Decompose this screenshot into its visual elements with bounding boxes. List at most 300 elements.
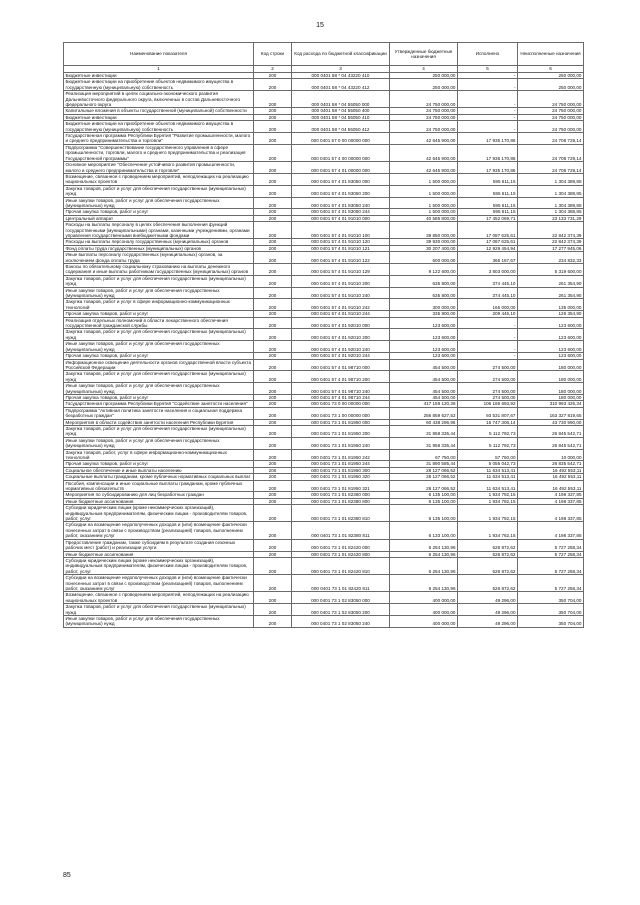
row-done: - xyxy=(458,341,518,353)
table-row xyxy=(64,185,584,197)
row-done: 93 531 807,67 xyxy=(458,407,518,419)
row-code: 200 xyxy=(254,91,292,108)
row-done: - xyxy=(458,73,518,79)
row-done: 3 803 000,00 xyxy=(458,264,518,276)
row-name: Бюджетные инвестиции xyxy=(64,114,254,120)
col-index: 4 xyxy=(390,66,458,73)
row-rest: 180 000,00 xyxy=(518,383,584,395)
row-done: 11 634 513,41 xyxy=(458,467,518,473)
table-row xyxy=(64,79,584,91)
row-done: 17 935 170,86 xyxy=(458,133,518,145)
row-done: 595 611,15 xyxy=(458,185,518,197)
row-rest: 250 000,00 xyxy=(518,73,584,79)
row-name: Закупка товаров, работ и услуг для обеспечения государственных (муниципальных) нужд xyxy=(64,604,254,616)
table-row xyxy=(64,492,584,498)
row-plan: 30 207 400,00 xyxy=(390,245,458,251)
row-name: Социальные выплаты гражданам, кроме публичных нормативных социальных выплат xyxy=(64,474,254,480)
row-code: 200 xyxy=(254,341,292,353)
row-plan: 6 254 130,96 xyxy=(390,557,458,574)
row-done: - xyxy=(458,91,518,108)
row-done: - xyxy=(458,121,518,133)
row-name: Закупка товаров, работ и услуг для обеспечения государственных (муниципальных) нужд xyxy=(64,185,254,197)
row-kbk: 000 0401 57 4 01 91010 122 xyxy=(292,252,390,264)
row-done: 165 000,00 xyxy=(458,299,518,311)
row-rest: 5 727 258,34 xyxy=(518,551,584,557)
row-kbk: 000 0401 73 1 00 00000 000 xyxy=(292,407,390,419)
row-name: Мероприятия в области содействия занятости населения Республики Бурятия xyxy=(64,419,254,425)
row-rest: 1 304 388,85 xyxy=(518,185,584,197)
row-rest: 123 600,00 xyxy=(518,329,584,341)
row-rest: 123 600,00 xyxy=(518,317,584,329)
table-row xyxy=(64,383,584,395)
row-name: Иные закупки товаров, работ и услуг для обеспечения государственных (муниципальных) нужд xyxy=(64,287,254,299)
header-rest: Неисполненные назначения xyxy=(518,43,584,66)
row-name: Иные бюджетные ассигнования xyxy=(64,498,254,504)
col-index: 2 xyxy=(254,66,292,73)
row-kbk: 000 0401 57 4 01 91010 244 xyxy=(292,311,390,317)
row-kbk: 000 0401 57 4 01 00000 000 xyxy=(292,162,390,174)
row-rest: 1 304 388,85 xyxy=(518,197,584,209)
row-plan: 1 500 000,00 xyxy=(390,185,458,197)
row-code: 200 xyxy=(254,311,292,317)
row-plan: 6 135 100,00 xyxy=(390,498,458,504)
row-rest: 26 845 542,71 xyxy=(518,437,584,449)
row-code: 200 xyxy=(254,498,292,504)
row-code: 200 xyxy=(254,394,292,400)
row-name: Центральный аппарат xyxy=(64,215,254,221)
table-row xyxy=(64,222,584,239)
row-plan: 600 000,00 xyxy=(390,252,458,264)
header-plan: Утвержденные бюджетные назначения xyxy=(390,43,458,66)
header-done: Исполнено xyxy=(458,43,518,66)
table-row xyxy=(64,197,584,209)
row-plan: 123 600,00 xyxy=(390,353,458,359)
row-done: - xyxy=(458,108,518,114)
row-done: 1 934 792,15 xyxy=(458,498,518,504)
row-rest: 123 600,00 xyxy=(518,341,584,353)
row-code: 200 xyxy=(254,425,292,437)
row-rest: 24 750 000,00 xyxy=(518,108,584,114)
row-done: 1 934 792,15 xyxy=(458,492,518,498)
table-row xyxy=(64,592,584,604)
row-rest: 24 750 000,00 xyxy=(518,114,584,120)
table-row xyxy=(64,539,584,551)
table-row xyxy=(64,449,584,461)
row-plan: 39 930 000,00 xyxy=(390,239,458,245)
row-rest: 310 993 426,34 xyxy=(518,401,584,407)
row-code: 200 xyxy=(254,245,292,251)
row-kbk: 000 0401 73 1 01 82380 800 xyxy=(292,498,390,504)
row-kbk: 000 0401 57 4 01 91010 240 xyxy=(292,287,390,299)
row-name: Подпрограмма "Активная политика занятости населения и социальная поддержка безработных граждан" xyxy=(64,407,254,419)
table-row xyxy=(64,121,584,133)
table-row xyxy=(64,604,584,616)
row-done: 12 929 454,94 xyxy=(458,245,518,251)
row-plan: 9 122 600,00 xyxy=(390,264,458,276)
row-kbk: 000 0401 57 4 01 92010 240 xyxy=(292,341,390,353)
row-name: Субсидии юридическим лицам (кроме некоммерческих организаций), индивидуальным предпринимателям, физическим лицам - производителям товаров, работ, услуг xyxy=(64,557,254,574)
row-kbk: 000 0401 58 * 04 55050 410 xyxy=(292,114,390,120)
row-name: Субсидии на возмещение недополученных доходов и (или) возмещение фактически понесенных затрат в связи с производством (реализацией) товаров, выполнением работ, оказанием услуг xyxy=(64,575,254,592)
row-name: Субсидии на возмещение недополученных доходов и (или) возмещение фактически понесенных затрат в связи с производством (реализацией) товаров, выполнением работ, оказанием услуг xyxy=(64,522,254,539)
row-code: 200 xyxy=(254,492,292,498)
row-kbk: 000 0401 73 1 01 81950 242 xyxy=(292,449,390,461)
row-kbk: 000 0401 58 * 04 55050 412 xyxy=(292,121,390,133)
row-kbk: 000 0401 58 * 04 43220 412 xyxy=(292,79,390,91)
row-done: 17 087 625,61 xyxy=(458,222,518,239)
row-name: Закупка товаров, работ и услуг для обеспечения государственных (муниципальных) нужд xyxy=(64,425,254,437)
table-row xyxy=(64,341,584,353)
row-rest: 350 704,00 xyxy=(518,592,584,604)
row-rest: 16 492 553,11 xyxy=(518,467,584,473)
row-plan: 24 750 000,00 xyxy=(390,114,458,120)
row-done: 374 445,10 xyxy=(458,287,518,299)
row-done: - xyxy=(458,317,518,329)
row-rest: 261 354,90 xyxy=(518,275,584,287)
table-row xyxy=(64,209,584,215)
row-name: Иные закупки товаров, работ и услуг для обеспечения государственных (муниципальных) нужд xyxy=(64,197,254,209)
row-plan: 454 500,00 xyxy=(390,371,458,383)
row-kbk: 000 0401 73 1 01 82420 810 xyxy=(292,557,390,574)
row-code: 200 xyxy=(254,575,292,592)
page-number-bottom: 85 xyxy=(63,872,71,879)
row-rest: 26 835 542,71 xyxy=(518,461,584,467)
row-code: 200 xyxy=(254,299,292,311)
row-name: Бюджетные инвестиции на приобретение объектов недвижимого имущества в государственную (муниципальную) собственность xyxy=(64,121,254,133)
row-plan: 335 800,00 xyxy=(390,311,458,317)
row-done: 49 296,00 xyxy=(458,615,518,627)
row-code: 200 xyxy=(254,329,292,341)
table-body xyxy=(64,73,584,628)
table-row xyxy=(64,359,584,371)
row-rest: 4 198 337,85 xyxy=(518,492,584,498)
row-done: 595 611,15 xyxy=(458,197,518,209)
row-rest: 16 492 553,11 xyxy=(518,480,584,492)
row-done: - xyxy=(458,79,518,91)
row-rest: 234 832,33 xyxy=(518,252,584,264)
row-done: 274 500,00 xyxy=(458,359,518,371)
row-done: 17 936 170,86 xyxy=(458,144,518,161)
row-rest: 16 492 553,11 xyxy=(518,474,584,480)
row-done: 49 296,00 xyxy=(458,604,518,616)
row-rest: 5 727 258,34 xyxy=(518,539,584,551)
row-kbk: 000 0401 57 4 01 92010 000 xyxy=(292,317,390,329)
header-name: Наименование показателя xyxy=(64,43,254,66)
row-done: 374 445,10 xyxy=(458,275,518,287)
table-row xyxy=(64,505,584,522)
row-name: Государственная программа Республики Бурятия "Содействие занятости населения" xyxy=(64,401,254,407)
row-rest: 24 708 729,14 xyxy=(518,133,584,145)
row-name: Прочая закупка товаров, работ и услуг xyxy=(64,461,254,467)
row-kbk: 000 0401 73 1 01 81950 320 xyxy=(292,474,390,480)
row-kbk: 000 0401 57 4 01 98710 000 xyxy=(292,359,390,371)
row-done: 595 611,15 xyxy=(458,173,518,185)
row-kbk: 000 0401 73 1 01 82420 800 xyxy=(292,551,390,557)
row-plan: 24 750 000,00 xyxy=(390,91,458,108)
col-index: 3 xyxy=(292,66,390,73)
row-name: Иные закупки товаров, работ и услуг для обеспечения государственных (муниципальных) нужд xyxy=(64,437,254,449)
row-plan: 1 500 000,00 xyxy=(390,209,458,215)
row-rest: 350 704,00 xyxy=(518,604,584,616)
table-row xyxy=(64,419,584,425)
row-done: 17 935 170,86 xyxy=(458,162,518,174)
row-kbk: 000 0401 73 1 01 81950 321 xyxy=(292,480,390,492)
row-code: 200 xyxy=(254,371,292,383)
table-row xyxy=(64,275,584,287)
row-plan: 6 135 100,00 xyxy=(390,505,458,522)
row-rest: 17 277 945,06 xyxy=(518,245,584,251)
row-name: Возмещение, связанное с проведением мероприятий, неподлежащих на реализацию национальных проектов xyxy=(64,173,254,185)
table-row xyxy=(64,425,584,437)
row-plan: 635 800,00 xyxy=(390,275,458,287)
row-done: 106 166 693,92 xyxy=(458,401,518,407)
row-rest: 4 198 337,85 xyxy=(518,498,584,504)
row-name: Закупка товаров, работ и услуг для обеспечения государственных (муниципальных) нужд xyxy=(64,371,254,383)
row-plan: 454 500,00 xyxy=(390,359,458,371)
row-code: 200 xyxy=(254,461,292,467)
budget-table xyxy=(63,42,584,628)
row-rest: 5 727 258,34 xyxy=(518,575,584,592)
row-rest: 24 708 729,14 xyxy=(518,144,584,161)
table-row xyxy=(64,317,584,329)
row-plan: 6 135 100,00 xyxy=(390,492,458,498)
row-rest: 1 304 388,85 xyxy=(518,209,584,215)
table-row xyxy=(64,245,584,251)
table-row xyxy=(64,239,584,245)
table-row xyxy=(64,329,584,341)
col-index: 5 xyxy=(458,66,518,73)
row-name: Иные бюджетные ассигнования xyxy=(64,551,254,557)
row-plan: 400 000,00 xyxy=(390,592,458,604)
row-code: 200 xyxy=(254,383,292,395)
row-code: 200 xyxy=(254,557,292,574)
row-kbk: 000 0401 73 1 01 81950 000 xyxy=(292,419,390,425)
row-done: 365 167,67 xyxy=(458,252,518,264)
row-rest: 123 600,00 xyxy=(518,353,584,359)
row-rest: 43 730 990,00 xyxy=(518,419,584,425)
row-kbk: 000 0401 57 4 01 91010 129 xyxy=(292,264,390,276)
row-rest: 4 198 337,85 xyxy=(518,522,584,539)
header-kbk: Код расхода по бюджетной классификации xyxy=(292,43,390,66)
row-name: Информационное освещение деятельности органов государственной власти субъекта Российской Федерации xyxy=(64,359,254,371)
row-code: 200 xyxy=(254,592,292,604)
row-plan: 42 645 900,00 xyxy=(390,162,458,174)
row-plan: 6 133 100,00 xyxy=(390,522,458,539)
row-kbk: 000 0401 57 4 01 83050 244 xyxy=(292,209,390,215)
row-kbk: 000 0401 73 1 01 81950 240 xyxy=(292,437,390,449)
table-row xyxy=(64,144,584,161)
row-code: 200 xyxy=(254,407,292,419)
row-kbk: 000 0401 57 4 01 83050 000 xyxy=(292,173,390,185)
row-plan: 60 438 296,96 xyxy=(390,419,458,425)
row-done: - xyxy=(458,114,518,120)
row-name: Фонд оплаты труда государственных (муниципальных) органов xyxy=(64,245,254,251)
row-kbk: 000 0401 57 4 01 83050 200 xyxy=(292,185,390,197)
table-row xyxy=(64,557,584,574)
row-done: 49 296,00 xyxy=(458,592,518,604)
table-header-row xyxy=(64,43,584,66)
row-code: 200 xyxy=(254,239,292,245)
row-kbk: 000 0401 57 4 01 91010 100 xyxy=(292,222,390,239)
row-kbk: 000 0401 57 4 01 98710 244 xyxy=(292,394,390,400)
row-rest: 24 750 000,00 xyxy=(518,121,584,133)
row-kbk: 000 0401 57 4 01 83050 240 xyxy=(292,197,390,209)
row-done: 526 872,62 xyxy=(458,557,518,574)
table-row xyxy=(64,401,584,407)
row-plan: 42 645 900,00 xyxy=(390,144,458,161)
row-done: 526 872,62 xyxy=(458,575,518,592)
row-rest: 10 000,00 xyxy=(518,449,584,461)
row-kbk: 000 0401 73 1 01 82420 811 xyxy=(292,575,390,592)
row-kbk: 000 0401 57 4 01 98710 200 xyxy=(292,371,390,383)
row-kbk: 000 0401 58 * 04 55050 400 xyxy=(292,108,390,114)
row-code: 200 xyxy=(254,505,292,522)
row-kbk: 000 0401 73 1 01 82380 811 xyxy=(292,522,390,539)
row-name: Иные закупки товаров, работ и услуг для обеспечения государственных (муниципальных) нужд xyxy=(64,615,254,627)
row-code: 200 xyxy=(254,144,292,161)
row-code: 200 xyxy=(254,252,292,264)
row-rest: 5 727 258,34 xyxy=(518,557,584,574)
row-kbk: 000 0401 73 0 00 00000 000 xyxy=(292,401,390,407)
row-code: 200 xyxy=(254,73,292,79)
row-code: 200 xyxy=(254,108,292,114)
row-name: Мероприятия по субсидированию для лиц безработных граждан xyxy=(64,492,254,498)
row-code: 200 xyxy=(254,275,292,287)
row-name: Прочая закупка товаров, работ и услуг xyxy=(64,209,254,215)
table-row xyxy=(64,91,584,108)
row-code: 200 xyxy=(254,197,292,209)
row-kbk: 000 0401 73 1 01 81950 300 xyxy=(292,467,390,473)
row-kbk: 000 0401 57 4 00 00000 000 xyxy=(292,144,390,161)
row-plan: 300 000,00 xyxy=(390,299,458,311)
page-number-top: 15 xyxy=(316,22,324,29)
row-plan: 28 127 066,52 xyxy=(390,467,458,473)
row-code: 200 xyxy=(254,133,292,145)
row-plan: 28 127 066,52 xyxy=(390,480,458,492)
row-plan: 39 850 000,00 xyxy=(390,222,458,239)
row-name: Бюджетные инвестиции на приобретение объектов недвижимого имущества в государственную (муниципальную) собственность xyxy=(64,79,254,91)
row-plan: 250 000,00 xyxy=(390,79,458,91)
row-done: 5 112 792,73 xyxy=(458,437,518,449)
row-name: Возмещение, связанное с проведением мероприятий, неподлежащих на реализацию национальных проектов xyxy=(64,592,254,604)
row-plan: 256 859 627,52 xyxy=(390,407,458,419)
row-code: 200 xyxy=(254,551,292,557)
row-plan: 123 600,00 xyxy=(390,317,458,329)
row-kbk: 000 0401 73 1 02 83050 240 xyxy=(292,615,390,627)
row-plan: 42 645 900,00 xyxy=(390,133,458,145)
row-name: Подпрограмма "Совершенствование государственного управления в сфере промышленности, торговли, малого и среднего предпринимательства и реализация Государственной программы" xyxy=(64,144,254,161)
row-rest: 180 000,00 xyxy=(518,371,584,383)
row-done: 526 872,62 xyxy=(458,539,518,551)
row-name: Иные закупки товаров, работ и услуг для обеспечения государственных (муниципальных) нужд xyxy=(64,341,254,353)
row-code: 200 xyxy=(254,317,292,329)
row-name: Прочая закупка товаров, работ и услуг xyxy=(64,394,254,400)
row-done: 17 452 069,71 xyxy=(458,215,518,221)
row-plan: 123 600,00 xyxy=(390,341,458,353)
row-rest: 135 000,00 xyxy=(518,299,584,311)
row-code: 200 xyxy=(254,121,292,133)
row-plan: 635 800,00 xyxy=(390,287,458,299)
row-kbk: 000 0401 73 1 01 81950 244 xyxy=(292,461,390,467)
row-plan: 400 000,00 xyxy=(390,604,458,616)
table-row xyxy=(64,311,584,317)
row-kbk: 000 0401 73 1 01 82380 810 xyxy=(292,505,390,522)
row-kbk: 000 0401 73 1 01 81950 200 xyxy=(292,425,390,437)
row-code: 200 xyxy=(254,401,292,407)
row-done: 11 634 513,41 xyxy=(458,480,518,492)
row-plan: 454 500,00 xyxy=(390,394,458,400)
row-kbk: 000 0401 58 * 04 43220 410 xyxy=(292,73,390,79)
table-row xyxy=(64,480,584,492)
table-row xyxy=(64,264,584,276)
row-kbk: 000 0401 57 0 00 00000 000 xyxy=(292,133,390,145)
row-code: 200 xyxy=(254,522,292,539)
row-kbk: 000 0401 73 1 02 83050 000 xyxy=(292,592,390,604)
row-plan: 31 958 335,44 xyxy=(390,425,458,437)
row-rest: 250 000,00 xyxy=(518,79,584,91)
row-done: 57 750,00 xyxy=(458,449,518,461)
row-name: Закупка товаров, работ, услуг в сфере информационно-коммуникационных технологий xyxy=(64,449,254,461)
row-name: Субсидии юридическим лицам (кроме некоммерческих организаций), индивидуальным предпринимателям, физическим лицам - производителям товаров, работ, услуг xyxy=(64,505,254,522)
row-plan: 31 958 335,44 xyxy=(390,437,458,449)
row-code: 200 xyxy=(254,437,292,449)
row-done: 526 872,62 xyxy=(458,551,518,557)
row-code: 200 xyxy=(254,353,292,359)
table-row xyxy=(64,252,584,264)
row-done: 274 500,00 xyxy=(458,383,518,395)
table-row xyxy=(64,467,584,473)
table-row xyxy=(64,162,584,174)
row-done: 274 500,00 xyxy=(458,371,518,383)
row-kbk: 000 0401 57 4 01 91010 000 xyxy=(292,215,390,221)
row-kbk: 000 0401 57 4 01 98710 240 xyxy=(292,383,390,395)
row-done: 16 747 306,14 xyxy=(458,419,518,425)
row-name: Пособия, компенсации и иные социальные выплаты гражданам, кроме публичных нормативных обязательств xyxy=(64,480,254,492)
row-name: Бюджетные инвестиции xyxy=(64,73,254,79)
row-rest: 23 133 731,29 xyxy=(518,215,584,221)
row-rest: 1 304 388,85 xyxy=(518,173,584,185)
row-rest: 126 354,90 xyxy=(518,311,584,317)
row-done: 1 934 762,15 xyxy=(458,522,518,539)
table-row xyxy=(64,615,584,627)
header-code: Код строки xyxy=(254,43,292,66)
row-plan: 123 600,00 xyxy=(390,329,458,341)
row-name: Реализация мероприятий в целях социально-экономического развития Дальневосточного федерального округа, включенных в состав Дальневосточного федерального округа xyxy=(64,91,254,108)
row-rest: 4 198 337,85 xyxy=(518,505,584,522)
table-row xyxy=(64,474,584,480)
row-kbk: 000 0401 73 1 01 82380 000 xyxy=(292,492,390,498)
row-kbk: 000 0401 57 4 01 92010 244 xyxy=(292,353,390,359)
row-name: Предоставление гражданам, также субсидиям в результате создания сезонных рабочих мест (работ) и реализации услуги xyxy=(64,539,254,551)
row-done: 1 934 792,15 xyxy=(458,505,518,522)
row-code: 200 xyxy=(254,480,292,492)
row-rest: 24 750 000,00 xyxy=(518,91,584,108)
row-name: Прочая закупка товаров, работ и услуг xyxy=(64,353,254,359)
row-rest: 180 000,00 xyxy=(518,359,584,371)
row-rest: 26 845 542,71 xyxy=(518,425,584,437)
row-name: Расходы на выплаты персоналу государственных (муниципальных) органов xyxy=(64,239,254,245)
table-row xyxy=(64,133,584,145)
table-row xyxy=(64,461,584,467)
column-index-row xyxy=(64,66,584,73)
row-name: Расходы на выплаты персоналу в целях обеспечения выполнения функций государственными (муниципальными) органами, казенными учреждениями, органами управления государственными внебюджетными фондами xyxy=(64,222,254,239)
row-plan: 24 750 000,00 xyxy=(390,121,458,133)
row-code: 200 xyxy=(254,173,292,185)
row-code: 200 xyxy=(254,185,292,197)
row-plan: 400 000,00 xyxy=(390,615,458,627)
row-code: 200 xyxy=(254,222,292,239)
row-code: 200 xyxy=(254,604,292,616)
